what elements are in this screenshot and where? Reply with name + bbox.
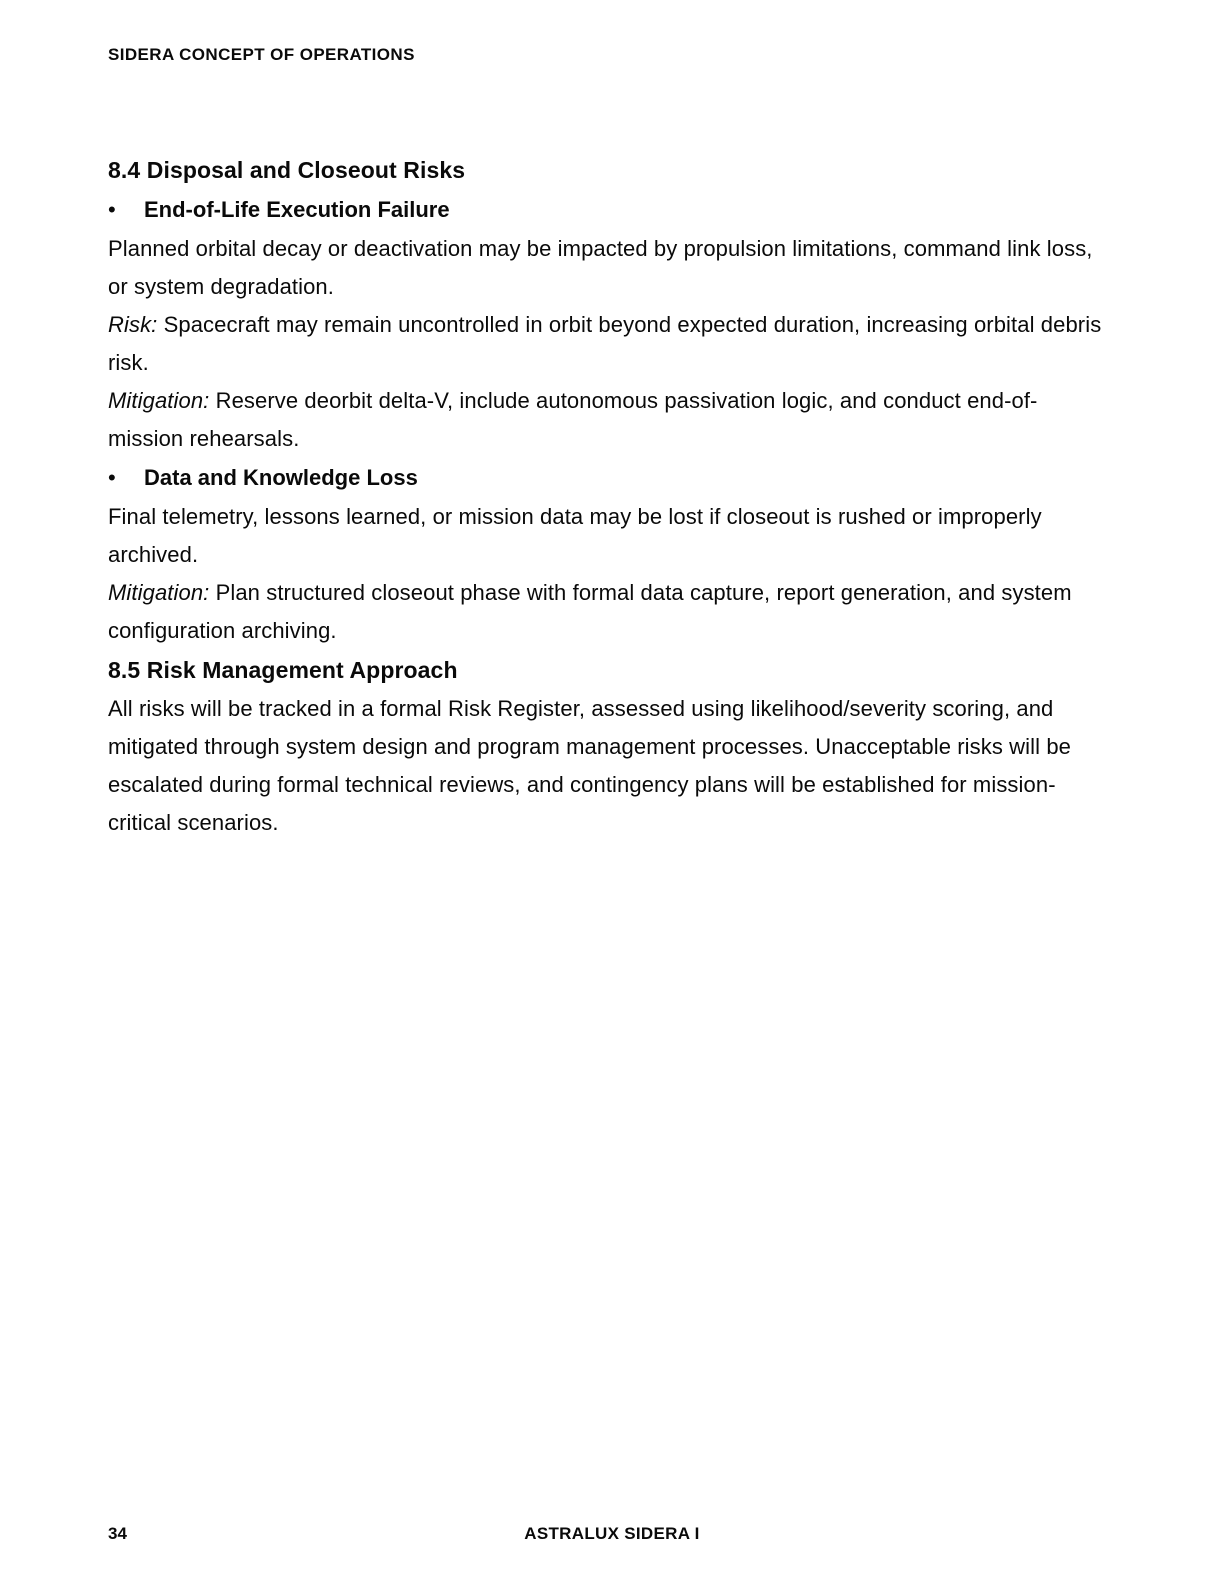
section-heading-8-4: 8.4 Disposal and Closeout Risks xyxy=(108,157,466,183)
bullet-item-label: Data and Knowledge Loss xyxy=(144,465,418,490)
bullet-marker-icon: • xyxy=(108,197,116,222)
running-header: SIDERA CONCEPT OF OPERATIONS xyxy=(108,45,415,64)
bullet-item xyxy=(108,190,1112,230)
paragraph-text: Spacecraft may remain uncontrolled in orbit beyond expected duration, increasing orbital debris risk. xyxy=(108,312,1102,375)
bullet-item-label: End-of-Life Execution Failure xyxy=(144,197,450,222)
mitigation-lead-label: Mitigation: xyxy=(108,388,210,413)
paragraph xyxy=(108,382,1112,458)
section-heading-8-5: 8.5 Risk Management Approach xyxy=(108,657,458,683)
risk-lead-label: Risk: xyxy=(108,312,158,337)
paragraph xyxy=(108,306,1112,382)
paragraph: Planned orbital decay or deactivation may be impacted by propulsion limitations, command link loss, or system degradation. xyxy=(108,236,1093,299)
bullet-item xyxy=(108,458,1112,498)
footer-doc-title: ASTRALUX SIDERA I xyxy=(524,1524,700,1543)
paragraph: Final telemetry, lessons learned, or mission data may be lost if closeout is rushed or improperly archived. xyxy=(108,504,1042,567)
document-body xyxy=(108,150,1112,842)
bullet-marker-icon: • xyxy=(108,465,116,490)
paragraph: All risks will be tracked in a formal Risk Register, assessed using likelihood/severity scoring, and mitigated through system design and program management processes. Unacceptable risks will be escalated during formal technical reviews, and contingency plans will be established for mission-critical scenarios. xyxy=(108,696,1072,835)
page-footer xyxy=(0,1521,1224,1547)
mitigation-lead-label: Mitigation: xyxy=(108,580,210,605)
paragraph-text: Reserve deorbit delta-V, include autonomous passivation logic, and conduct end-of-mission rehearsals. xyxy=(108,388,1038,451)
paragraph xyxy=(108,574,1112,650)
page-number: 34 xyxy=(108,1524,127,1543)
paragraph-text: Plan structured closeout phase with formal data capture, report generation, and system configuration archiving. xyxy=(108,580,1072,643)
